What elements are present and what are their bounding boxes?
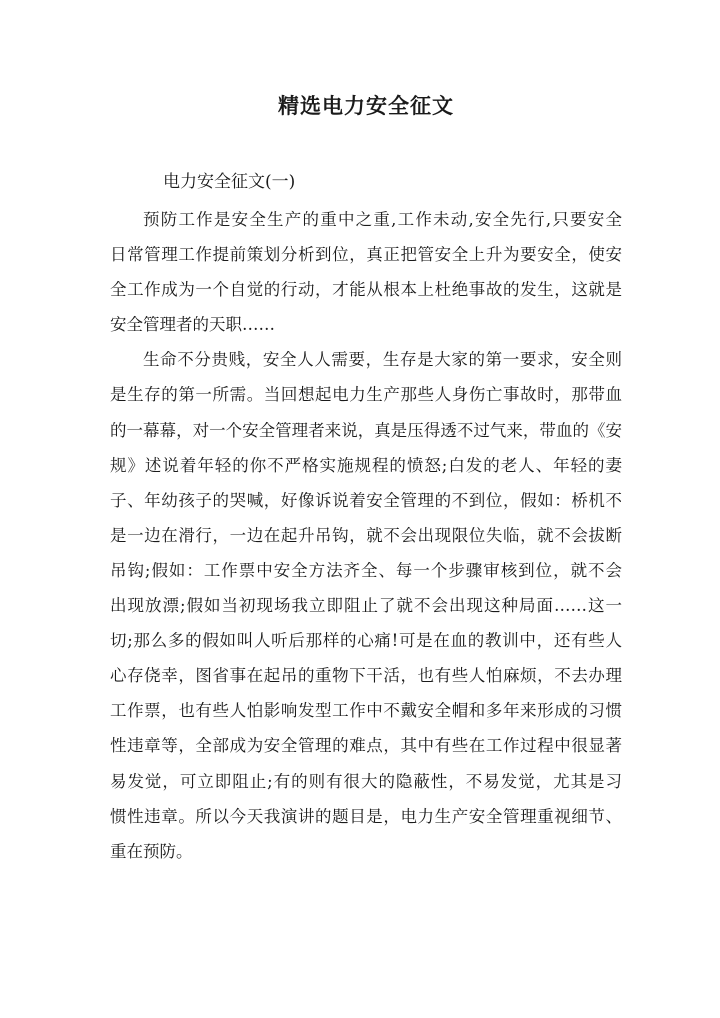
text-line: 吊钩;假如：工作票中安全方法齐全、每一个步骤审核到位，就不会 xyxy=(110,560,622,580)
text-line: 易发觉，可立即阻止;有的则有很大的隐蔽性，不易发觉，尤其是习 xyxy=(110,771,622,791)
text-line: 是生存的第一所需。当回想起电力生产那些人身伤亡事故时，那带血 xyxy=(110,385,622,405)
text-line: 安全管理者的天职…… xyxy=(110,315,275,335)
text-line: 是一边在滑行，一边在起升吊钩，就不会出现限位失临，就不会拔断 xyxy=(110,525,622,545)
text-line: 重在预防。 xyxy=(110,841,193,861)
text-line: 子、年幼孩子的哭喊，好像诉说着安全管理的不到位，假如：桥机不 xyxy=(110,490,622,510)
section-heading: 电力安全征文(一) xyxy=(163,172,296,192)
document-title: 精选电力安全征文 xyxy=(278,93,454,118)
text-line: 性违章等，全部成为安全管理的难点，其中有些在工作过程中很显著 xyxy=(110,736,622,756)
text-line: 规》述说着年轻的你不严格实施规程的愤怒;白发的老人、年轻的妻 xyxy=(110,455,622,475)
text-line: 预防工作是安全生产的重中之重,工作未动,安全先行,只要安全 xyxy=(143,210,622,229)
text-line: 出现放漂;假如当初现场我立即阻止了就不会出现这种局面……这一 xyxy=(110,596,622,616)
text-line: 的一幕幕，对一个安全管理者来说，真是压得透不过气来，带血的《安 xyxy=(110,420,622,440)
text-line: 惯性违章。所以今天我演讲的题目是，电力生产安全管理重视细节、 xyxy=(110,806,622,826)
text-line: 生命不分贵贱，安全人人需要，生存是大家的第一要求，安全则 xyxy=(143,350,622,370)
document-body xyxy=(110,202,622,869)
text-line: 切;那么多的假如叫人听后那样的心痛!可是在血的教训中，还有些人 xyxy=(110,631,622,651)
text-line: 全工作成为一个自觉的行动，才能从根本上杜绝事故的发生，这就是 xyxy=(110,280,622,300)
text-line: 心存侥幸，图省事在起吊的重物下干活，也有些人怕麻烦，不去办理 xyxy=(110,666,622,686)
text-line: 日常管理工作提前策划分析到位，真正把管安全上升为要安全，使安 xyxy=(110,245,622,265)
text-line: 工作票，也有些人怕影响发型工作中不戴安全帽和多年来形成的习惯 xyxy=(110,701,622,721)
